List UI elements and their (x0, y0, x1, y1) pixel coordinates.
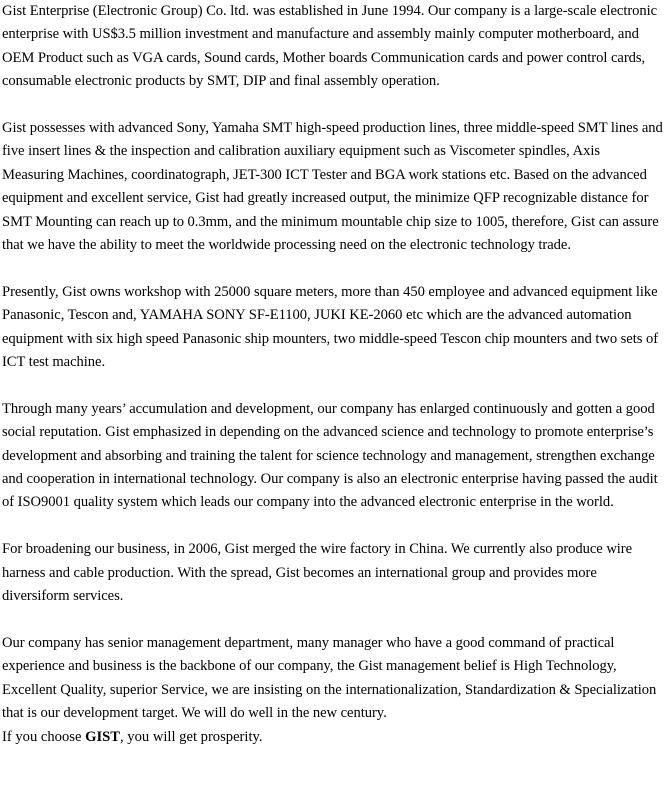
closing-text-before: If you choose (2, 728, 86, 745)
paragraph-management: Our company has senior management department, many manager who have a good command of practical experience and business is the backbone of our company, the Gist management belief is High Technology, Excellent Quality, superior Service, we are insisting on the internationalization, Standardization & Specialization that is our development target. We will do well in the new century. (2, 634, 657, 722)
paragraph-establishment: Gist Enterprise (Electronic Group) Co. ltd. was established in June 1994. Our company is a large-scale electronic enterprise with US$3.5 million investment and manufacture and assembly mainly computer motherboard, and OEM Product such as VGA cards, Sound cards, Mother boards Communication cards and power control cards, consumable electronic products by SMT, DIP and final assembly operation. (2, 3, 658, 90)
paragraph-workshop: Presently, Gist owns workshop with 25000 square meters, more than 450 employee and advanced equipment like Panasonic, Tescon and, YAMAHA SONY SF-E1100, JUKI KE-2060 etc which are the advanced automation equipment with six high speed Panasonic ship mounters, two middle-speed Tescon chip mounters and two sets of ICT test machine. (2, 283, 659, 371)
brand-name: GIST (85, 728, 120, 745)
closing-text-after: , you will get prosperity. (119, 728, 263, 745)
paragraph-equipment: Gist possesses with advanced Sony, Yamaha SMT high-speed production lines, three middle-speed SMT lines and five insert lines & the inspection and calibration auxiliary equipment such as Viscometer spindles, Axis Measuring Machines, coordinatograph, JET-300 ICT Tester and BGA work stations etc. Based on the advanced equipment and excellent service, Gist had greatly increased output, the minimize QFP recognizable distance for SMT Mounting can reach up to 0.3mm, and the minimum mountable chip size to 1005, therefore, Gist can assure that we have the ability to meet the worldwide processing need on the electronic technology trade. (2, 120, 663, 254)
paragraph-spacer (2, 515, 664, 538)
paragraph-spacer (2, 257, 664, 280)
paragraph-spacer (2, 94, 664, 117)
paragraph-development: Through many years’ accumulation and development, our company has enlarged continuously and gotten a good social reputation. Gist emphasized in depending on the advanced science and technology to promote enterprise’s development and absorbing and training the talent for science technology and management, strengthen exchange and cooperation in international technology. Our company is also an electronic enterprise having passed the audit of ISO9001 quality system which leads our company into the advanced electronic enterprise in the world. (2, 400, 658, 511)
paragraph-business-expansion: For broadening our business, in 2006, Gist merged the wire factory in China. We currently also produce wire harness and cable production. With the spread, Gist becomes an international group and provides more diversiform services. (2, 541, 633, 605)
closing-line (2, 726, 664, 749)
paragraph-spacer (2, 609, 664, 632)
paragraph-spacer (2, 374, 664, 397)
